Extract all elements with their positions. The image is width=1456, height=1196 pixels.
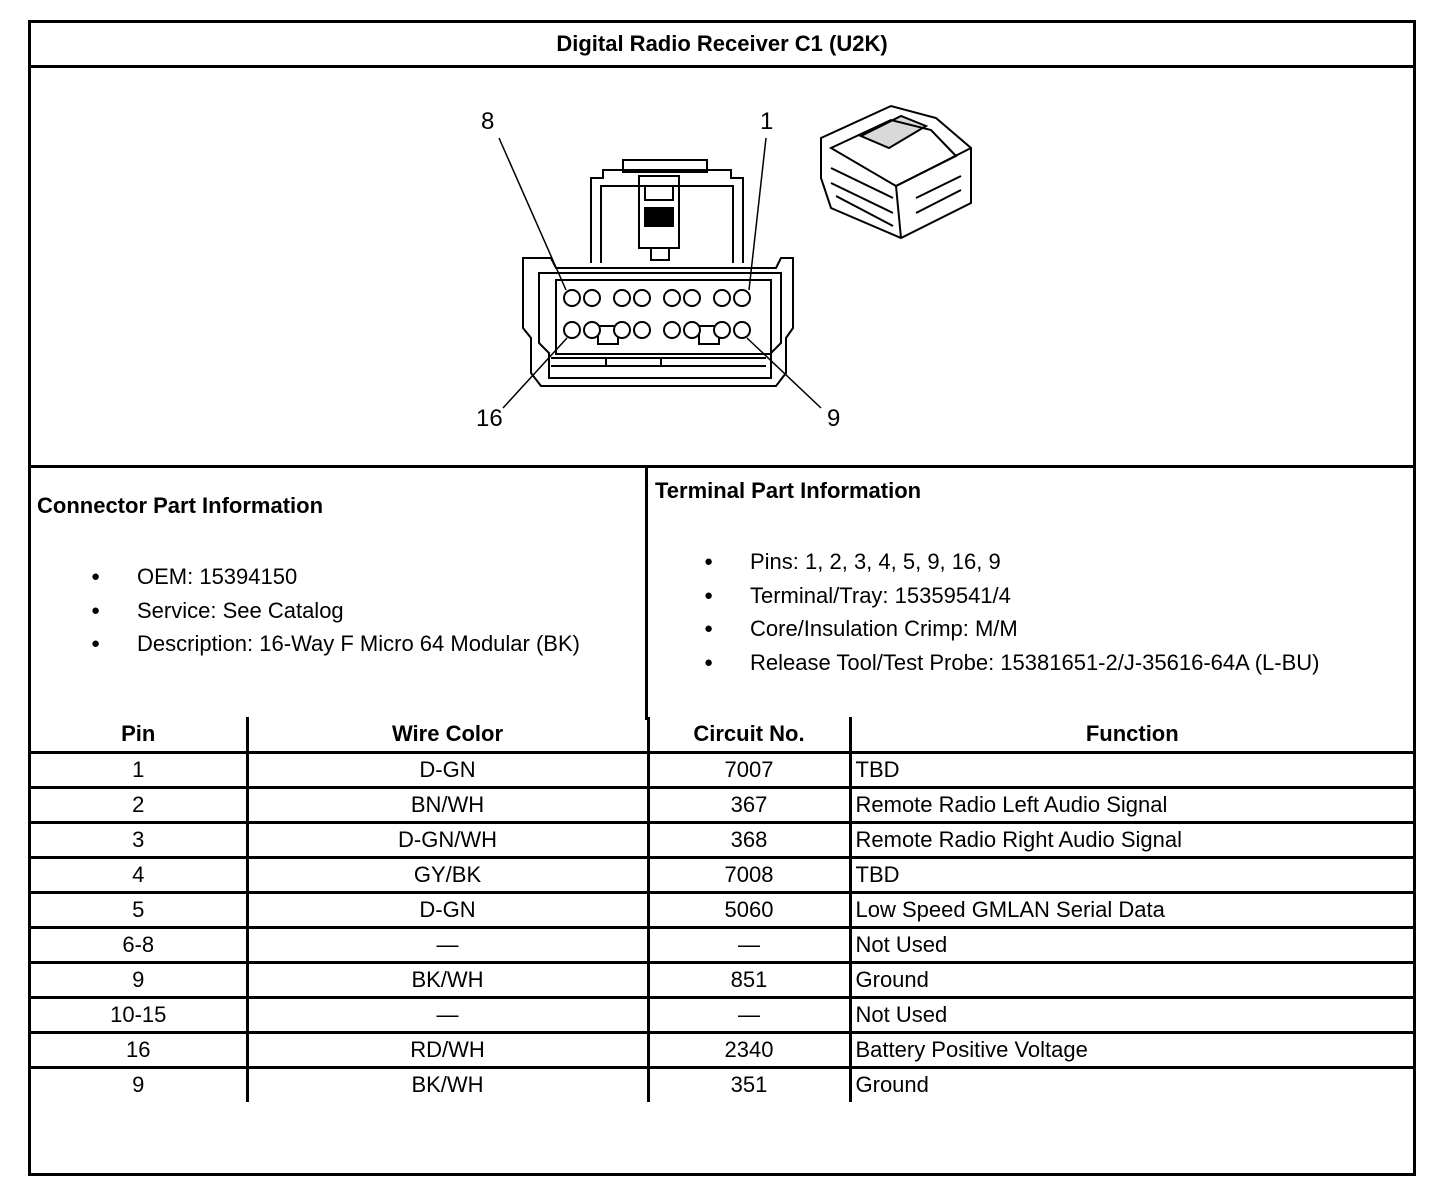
pin-label-9: 9 <box>827 405 841 432</box>
cell-pin: 9 <box>31 1067 247 1102</box>
cell-wire-color: GY/BK <box>247 857 648 892</box>
table-row <box>31 822 1413 857</box>
cell-pin: 10-15 <box>31 997 247 1032</box>
cell-circuit-no: 7008 <box>648 857 850 892</box>
cell-circuit-no: 2340 <box>648 1032 850 1067</box>
list-item: ● Core/Insulation Crimp: M/M <box>650 612 1320 646</box>
cell-circuit-no: 7007 <box>648 752 850 787</box>
cell-function: Not Used <box>850 997 1413 1032</box>
cell-function: Battery Positive Voltage <box>850 1032 1413 1067</box>
terminal-info-list <box>650 545 1320 679</box>
cell-wire-color: RD/WH <box>247 1032 648 1067</box>
cell-circuit-no: — <box>648 997 850 1032</box>
connector-info-heading: Connector Part Information <box>37 493 324 518</box>
cell-circuit-no: 368 <box>648 822 850 857</box>
cell-pin: 5 <box>31 892 247 927</box>
cell-pin: 9 <box>31 962 247 997</box>
pin-label-1: 1 <box>760 108 774 135</box>
table-row <box>31 1067 1413 1102</box>
cell-wire-color: BK/WH <box>247 962 648 997</box>
cell-circuit-no: 5060 <box>648 892 850 927</box>
list-item: ● OEM: 15394150 <box>37 560 580 594</box>
cell-wire-color: BK/WH <box>247 1067 648 1102</box>
cell-wire-color: — <box>247 927 648 962</box>
table-row <box>31 997 1413 1032</box>
cell-function: TBD <box>850 857 1413 892</box>
cell-function: Not Used <box>850 927 1413 962</box>
cell-function: Remote Radio Left Audio Signal <box>850 787 1413 822</box>
cell-function: Ground <box>850 962 1413 997</box>
cell-function: TBD <box>850 752 1413 787</box>
terminal-part-info <box>648 468 1413 720</box>
cell-pin: 4 <box>31 857 247 892</box>
cell-pin: 2 <box>31 787 247 822</box>
connector-face-drawing <box>31 68 1413 468</box>
cell-pin: 1 <box>31 752 247 787</box>
terminal-info-heading: Terminal Part Information <box>655 478 922 503</box>
table-row <box>31 892 1413 927</box>
connector-part-info <box>31 468 648 720</box>
list-item: ● Pins: 1, 2, 3, 4, 5, 9, 16, 9 <box>650 545 1320 579</box>
table-row <box>31 857 1413 892</box>
cell-circuit-no: 367 <box>648 787 850 822</box>
table-row <box>31 1032 1413 1067</box>
header-function: Function <box>850 717 1413 752</box>
table-row <box>31 927 1413 962</box>
connector-diagram <box>31 68 1413 468</box>
pinout-table <box>31 717 1413 1102</box>
cell-pin: 6-8 <box>31 927 247 962</box>
list-item: ● Description: 16-Way F Micro 64 Modular (BK) <box>37 627 580 661</box>
cell-wire-color: D-GN <box>247 752 648 787</box>
table-row <box>31 752 1413 787</box>
cell-wire-color: D-GN/WH <box>247 822 648 857</box>
list-item: ● Service: See Catalog <box>37 594 580 628</box>
cell-pin: 16 <box>31 1032 247 1067</box>
cell-pin: 3 <box>31 822 247 857</box>
cell-wire-color: BN/WH <box>247 787 648 822</box>
table-row <box>31 962 1413 997</box>
cell-function: Remote Radio Right Audio Signal <box>850 822 1413 857</box>
list-item: ● Terminal/Tray: 15359541/4 <box>650 579 1320 613</box>
cell-circuit-no: 351 <box>648 1067 850 1102</box>
connector-sheet <box>28 20 1416 1176</box>
list-item: ● Release Tool/Test Probe: 15381651-2/J-35616-64A (L-BU) <box>650 646 1320 680</box>
connector-info-list <box>37 560 580 661</box>
cell-function: Ground <box>850 1067 1413 1102</box>
cell-function: Low Speed GMLAN Serial Data <box>850 892 1413 927</box>
header-pin: Pin <box>31 717 247 752</box>
pin-label-16: 16 <box>476 405 503 432</box>
cell-circuit-no: — <box>648 927 850 962</box>
pin-label-8: 8 <box>481 108 495 135</box>
cell-wire-color: — <box>247 997 648 1032</box>
header-circuit-no: Circuit No. <box>648 717 850 752</box>
cell-circuit-no: 851 <box>648 962 850 997</box>
page-title: Digital Radio Receiver C1 (U2K) <box>31 23 1413 68</box>
header-wire-color: Wire Color <box>247 717 648 752</box>
table-header-row <box>31 717 1413 752</box>
table-row <box>31 787 1413 822</box>
cell-wire-color: D-GN <box>247 892 648 927</box>
